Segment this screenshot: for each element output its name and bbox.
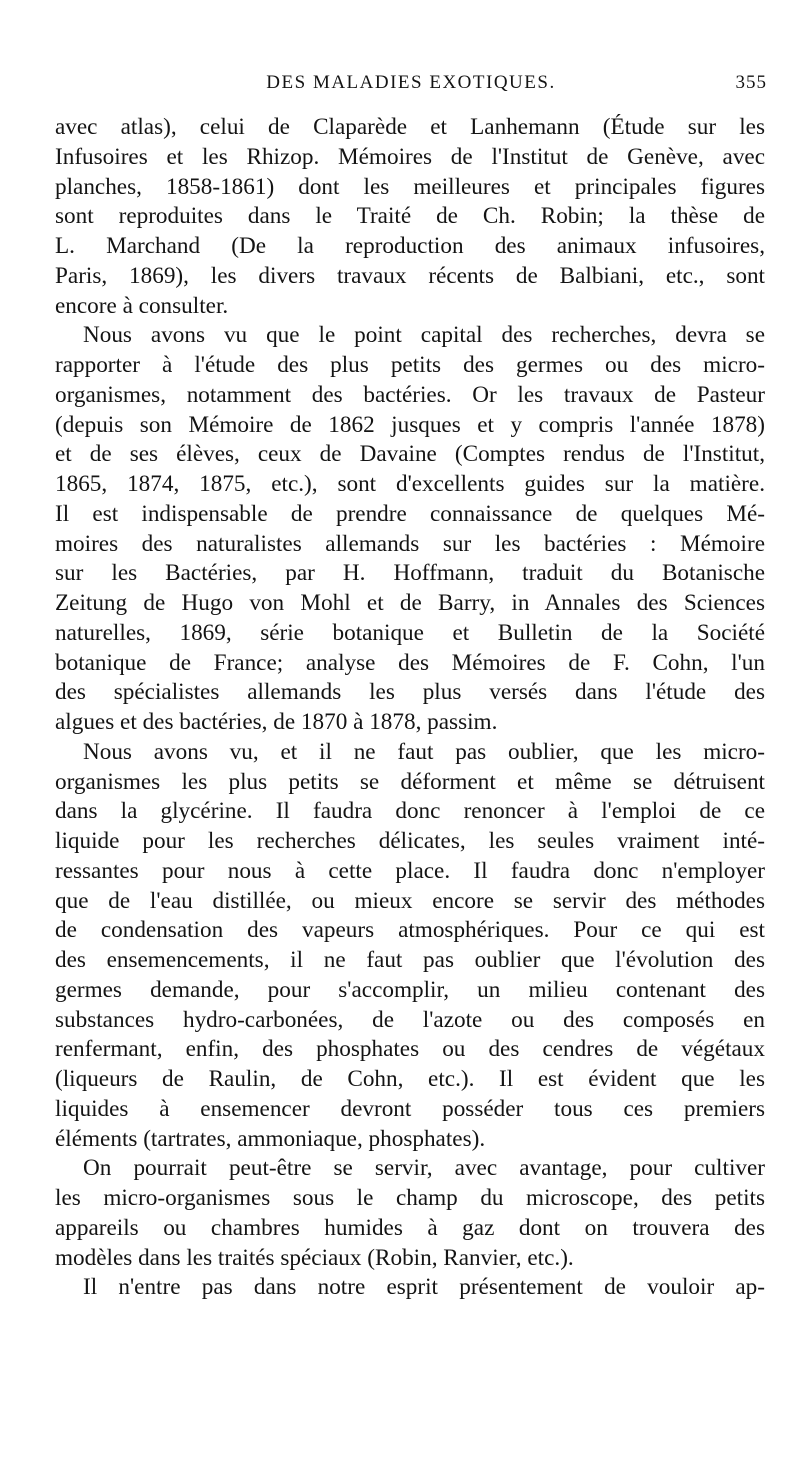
body-text xyxy=(55,113,765,1303)
text-line: dans la glycérine. Il faudra donc renoncer à l'emploi de ce xyxy=(55,798,765,825)
running-title: DES MALADIES EXOTIQUES. xyxy=(266,72,556,93)
text-line: renfermant, enfin, des phosphates ou des cendres de végétaux xyxy=(55,1036,765,1063)
text-line: organismes les plus petits se déforment et même se détruisent xyxy=(55,768,765,795)
text-line: moires des naturalistes allemands sur les bactéries : Mémoire xyxy=(55,530,765,557)
page-number: 355 xyxy=(735,72,767,93)
text-line: planches, 1858-1861) dont les meilleures et principales figures xyxy=(55,173,765,200)
text-line: que de l'eau distillée, ou mieux encore se servir des méthodes xyxy=(55,887,765,914)
running-head xyxy=(55,72,767,102)
text-line: 1865, 1874, 1875, etc.), sont d'excellents guides sur la matière. xyxy=(55,471,765,497)
text-line: Zeitung de Hugo von Mohl et de Barry, in Annales des Sciences xyxy=(55,590,765,616)
text-line: liquides à ensemencer devront posséder tous ces premiers xyxy=(55,1095,765,1122)
text-line: On pourrait peut-être se servir, avec avantage, pour cultiver xyxy=(83,1155,765,1182)
text-line: naturelles, 1869, série botanique et Bulletin de la Société xyxy=(55,619,765,646)
text-line: Il n'entre pas dans notre esprit présentement de vouloir ap- xyxy=(83,1274,765,1301)
text-line: L. Marchand (De la reproduction des animaux infusoires, xyxy=(55,233,765,259)
text-line: rapporter à l'étude des plus petits des germes ou des micro- xyxy=(55,352,765,378)
text-line: éléments (tartrates, ammoniaque, phosphates). xyxy=(55,1125,486,1152)
text-line: Nous avons vu, et il ne faut pas oublier, que les micro- xyxy=(83,738,765,765)
text-line: des ensemencements, il ne faut pas oublier que l'évolution des xyxy=(55,947,765,973)
text-line: Paris, 1869), les divers travaux récents de Balbiani, etc., sont xyxy=(55,262,765,289)
text-line: (depuis son Mémoire de 1862 jusques et y compris l'année 1878) xyxy=(55,411,765,438)
text-line: modèles dans les traités spéciaux (Robin, Ranvier, etc.). xyxy=(55,1244,574,1271)
text-line: Il est indispensable de prendre connaissance de quelques Mé- xyxy=(55,500,765,527)
text-line: algues et des bactéries, de 1870 à 1878, passim. xyxy=(55,709,498,735)
text-line: de condensation des vapeurs atmosphériques. Pour ce qui est xyxy=(55,917,765,944)
text-line: liquide pour les recherches délicates, les seules vraiment inté- xyxy=(55,828,765,854)
text-line: les micro-organismes sous le champ du microscope, des petits xyxy=(55,1185,765,1211)
text-line: ressantes pour nous à cette place. Il faudra donc n'employer xyxy=(55,857,765,884)
text-line: Nous avons vu que le point capital des recherches, devra se xyxy=(83,322,765,349)
text-line: sur les Bactéries, par H. Hoffmann, traduit du Botanische xyxy=(55,560,765,587)
text-line: substances hydro-carbonées, de l'azote ou des composés en xyxy=(55,1006,765,1033)
text-line: organismes, notamment des bactéries. Or les travaux de Pasteur xyxy=(55,381,765,408)
text-line: (liqueurs de Raulin, de Cohn, etc.). Il est évident que les xyxy=(55,1066,765,1092)
text-line: avec atlas), celui de Claparède et Lanhemann (Étude sur les xyxy=(55,114,765,140)
text-line: sont reproduites dans le Traité de Ch. Robin; la thèse de xyxy=(55,203,765,230)
text-line: et de ses élèves, ceux de Davaine (Comptes rendus de l'Institut, xyxy=(55,441,765,468)
text-line: Infusoires et les Rhizop. Mémoires de l'Institut de Genève, avec xyxy=(55,143,765,170)
text-line: germes demande, pour s'accomplir, un milieu contenant des xyxy=(55,976,765,1003)
text-line: botanique de France; analyse des Mémoires de F. Cohn, l'un xyxy=(55,649,765,676)
text-line: des spécialistes allemands les plus versés dans l'étude des xyxy=(55,679,765,706)
text-line: appareils ou chambres humides à gaz dont on trouvera des xyxy=(55,1214,765,1241)
text-line: encore à consulter. xyxy=(55,292,229,319)
